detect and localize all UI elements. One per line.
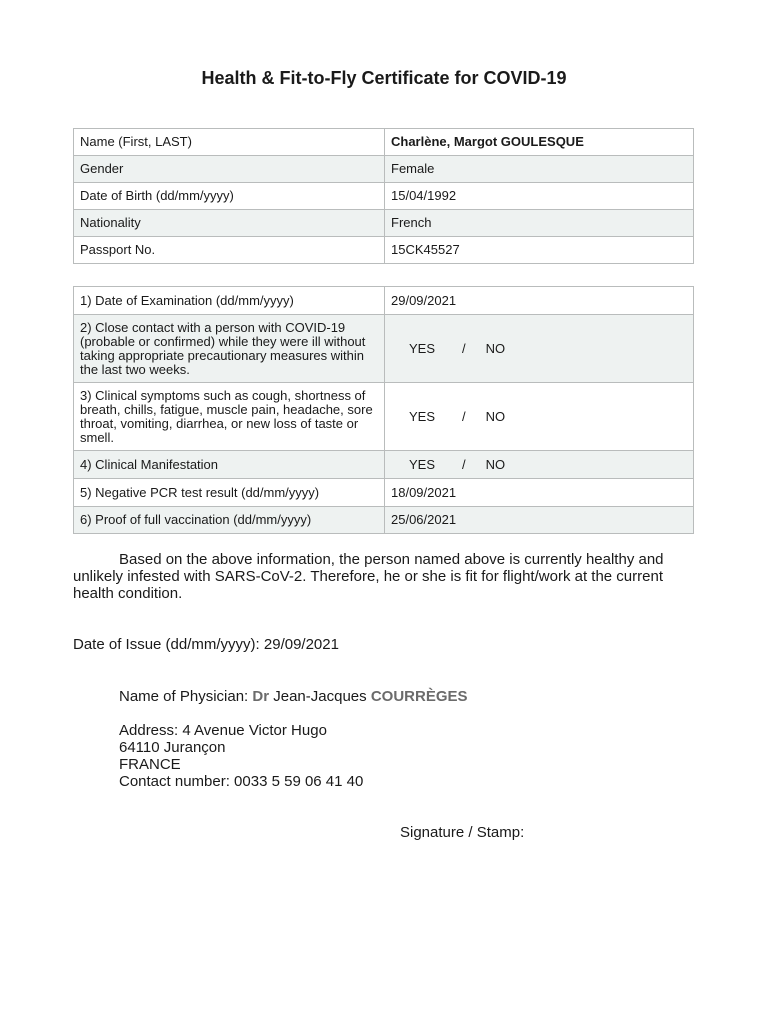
- pcr-label: 5) Negative PCR test result (dd/mm/yyyy): [74, 479, 385, 507]
- statement-text: Based on the above information, the person named above is currently healthy and unlikely infested with SARS-CoV-2. Therefore, he or she is fit for flight/work at the current health condition.: [73, 551, 664, 602]
- medical-info-table: [73, 286, 694, 534]
- table-row: [74, 237, 694, 264]
- yes-option: YES: [409, 340, 436, 356]
- address-line-3: FRANCE: [119, 756, 181, 773]
- physician-last-name: COURRÈGES: [370, 688, 468, 705]
- gender-label: Gender: [74, 156, 385, 183]
- symptoms-label: 3) Clinical symptoms such as cough, shortness of breath, chills, fatigue, muscle pain, headache, sore throat, vomiting, diarrhea, or new loss of taste or smell.: [74, 383, 385, 451]
- nationality-label: Nationality: [74, 210, 385, 237]
- exam-date-label: 1) Date of Examination (dd/mm/yyyy): [74, 287, 385, 315]
- yes-option: YES: [409, 456, 436, 472]
- table-row: [74, 210, 694, 237]
- vaccination-label: 6) Proof of full vaccination (dd/mm/yyyy): [74, 507, 385, 534]
- no-option: NO: [485, 340, 506, 356]
- table-row: [74, 315, 694, 383]
- table-row: [74, 451, 694, 479]
- option-separator: /: [462, 408, 466, 424]
- name-label: Name (First, LAST): [74, 129, 385, 156]
- issue-date: Date of Issue (dd/mm/yyyy): 29/09/2021: [73, 636, 339, 653]
- manifestation-label: 4) Clinical Manifestation: [74, 451, 385, 479]
- exam-date-value: 29/09/2021: [385, 287, 694, 315]
- symptoms-choice: [385, 383, 694, 451]
- physician-label: Name of Physician:: [119, 688, 249, 705]
- dob-value: 15/04/1992: [385, 183, 694, 210]
- no-option: NO: [485, 408, 506, 424]
- name-value: Charlène, Margot GOULESQUE: [385, 129, 694, 156]
- signature-label: Signature / Stamp:: [400, 824, 525, 841]
- physician-title: Dr: [252, 688, 270, 705]
- physician-name: [119, 688, 468, 705]
- gender-value: Female: [385, 156, 694, 183]
- vaccination-value: 25/06/2021: [385, 507, 694, 534]
- table-row: [74, 479, 694, 507]
- passport-value: 15CK45527: [385, 237, 694, 264]
- table-row: [74, 383, 694, 451]
- option-separator: /: [462, 456, 466, 472]
- pcr-value: 18/09/2021: [385, 479, 694, 507]
- dob-label: Date of Birth (dd/mm/yyyy): [74, 183, 385, 210]
- table-row: [74, 129, 694, 156]
- physician-first-name: Jean-Jacques: [273, 688, 367, 705]
- yes-option: YES: [409, 408, 436, 424]
- fitness-statement: [73, 551, 698, 602]
- table-row: [74, 156, 694, 183]
- contact-number: Contact number: 0033 5 59 06 41 40: [119, 773, 364, 790]
- close-contact-choice: [385, 315, 694, 383]
- table-row: [74, 507, 694, 534]
- certificate-title: Health & Fit-to-Fly Certificate for COVID-19: [201, 68, 567, 88]
- table-row: [74, 287, 694, 315]
- address-line-2: 64110 Jurançon: [119, 739, 226, 756]
- option-separator: /: [462, 340, 466, 356]
- manifestation-choice: [385, 451, 694, 479]
- nationality-value: French: [385, 210, 694, 237]
- close-contact-label: 2) Close contact with a person with COVID-19 (probable or confirmed) while they were ill without taking appropriate precautionary measures within the last two weeks.: [74, 315, 385, 383]
- table-row: [74, 183, 694, 210]
- address-line-1: Address: 4 Avenue Victor Hugo: [119, 722, 327, 739]
- no-option: NO: [485, 456, 506, 472]
- passport-label: Passport No.: [74, 237, 385, 264]
- personal-info-table: [73, 128, 694, 264]
